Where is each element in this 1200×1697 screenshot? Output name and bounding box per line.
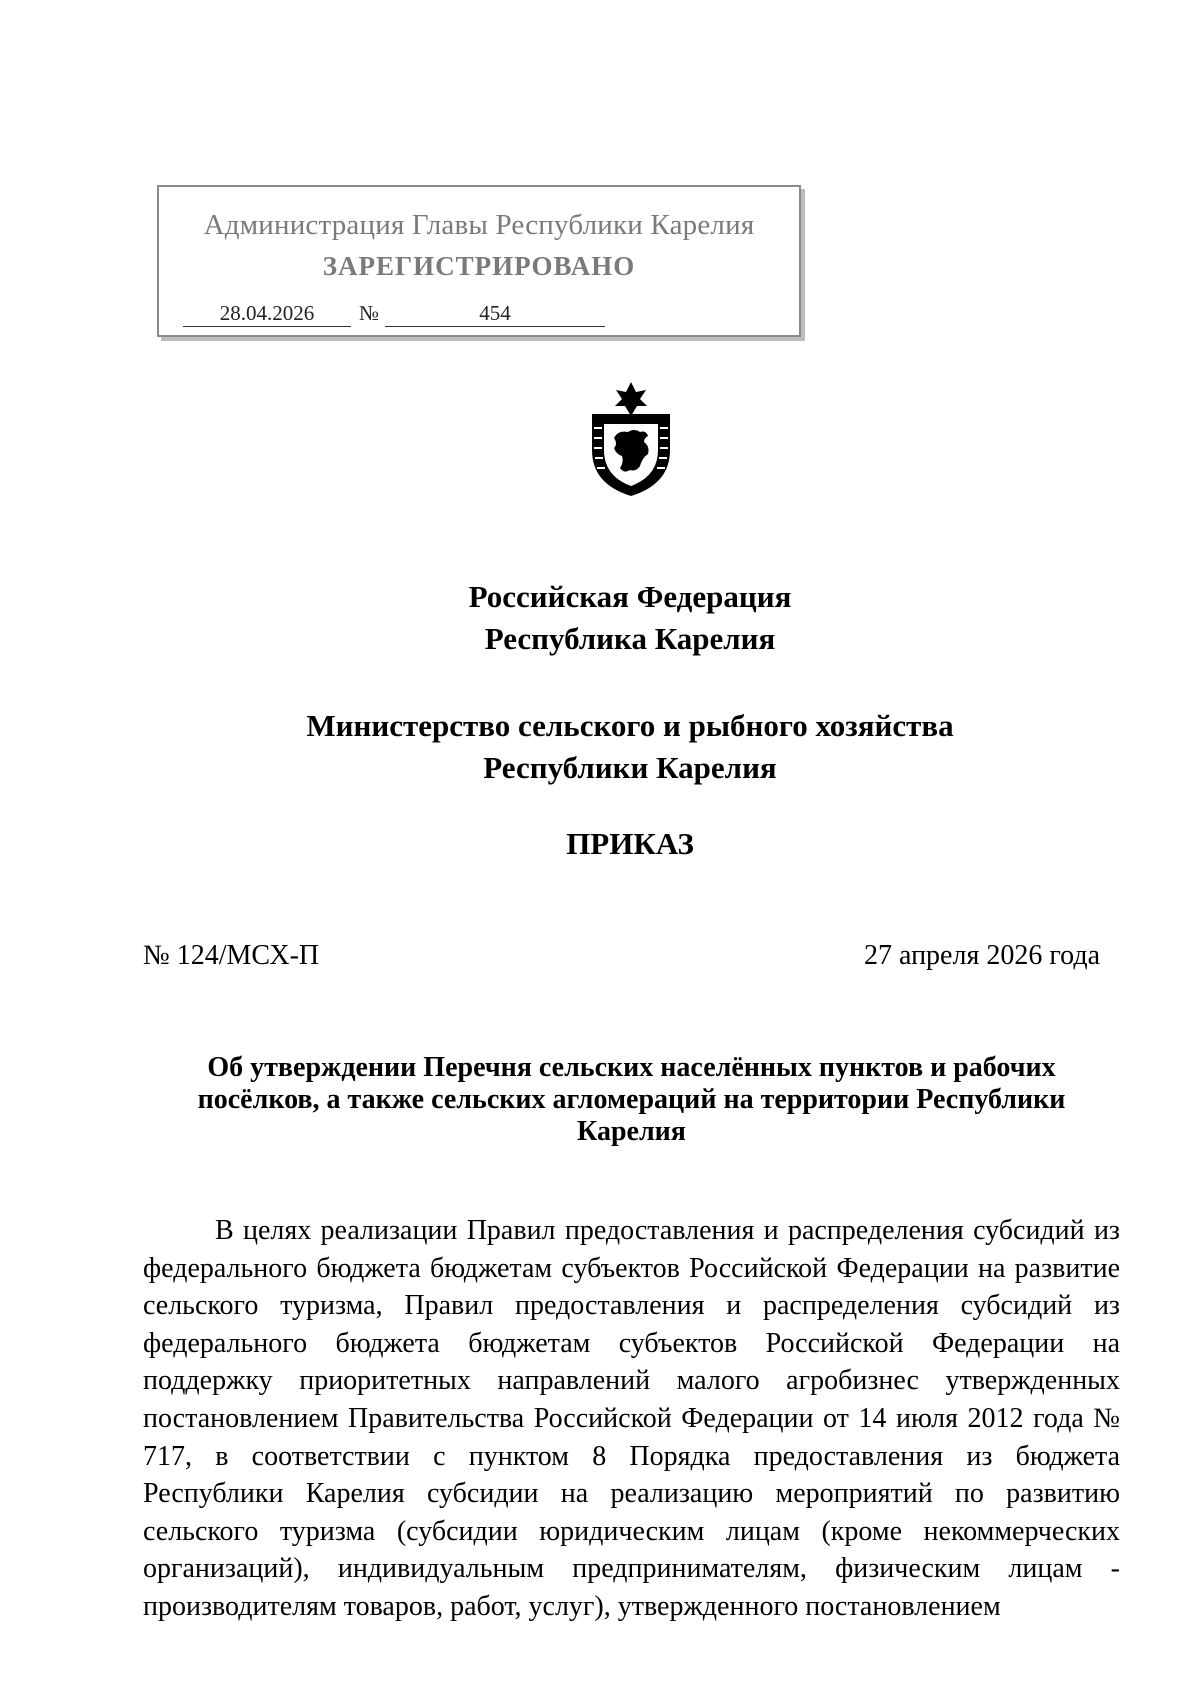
stamp-organization: Администрация Главы Республики Карелия xyxy=(203,209,755,241)
order-body-paragraph: В целях реализации Правил предоставления и распределения субсидий из федерального бюджета бюджетам субъектов Российской Федерации на развитие сельского туризма, Правил предоставления и распределения субсидий из федерального бюджета бюджетам субъектов Российской Федерации на поддержку приоритетных направлений малого агробизнес утвержденных постановлением Правительства Российской Федерации от 14 июля 2012 года № 717, в соответствии с пунктом 8 Порядка предоставления из бюджета Республики Карелия субсидии на реализацию мероприятий по развитию сельского туризма (субсидии юридическим лицам (кроме некоммерческих организаций), индивидуальным предпринимателям, физическим лицам - производителям товаров, работ, услуг), утвержденного постановлением xyxy=(143,1215,1120,1622)
republic-title: Республика Карелия xyxy=(484,621,776,656)
order-date: 27 апреля 2026 года xyxy=(864,940,1100,971)
karelia-coat-of-arms-icon xyxy=(584,380,678,498)
ministry-title-line1: Министерство сельского и рыбного хозяйства xyxy=(306,708,954,743)
registration-stamp xyxy=(157,185,801,337)
country-title: Российская Федерация xyxy=(468,579,792,614)
order-number: № 124/МСХ-П xyxy=(143,940,320,971)
document-type: ПРИКАЗ xyxy=(566,826,694,861)
stamp-number-sign: № xyxy=(359,301,380,325)
stamp-status: ЗАРЕГИСТРИРОВАНО xyxy=(322,251,636,281)
ministry-title-line2: Республики Карелия xyxy=(483,750,777,785)
stamp-date: 28.04.2026 xyxy=(183,301,351,327)
order-subject: Об утверждении Перечня сельских населённых пунктов и рабочих посёлков, а также сельских агломераций на территории Республики Карелия xyxy=(197,1052,1066,1147)
stamp-number: 454 xyxy=(385,301,605,327)
